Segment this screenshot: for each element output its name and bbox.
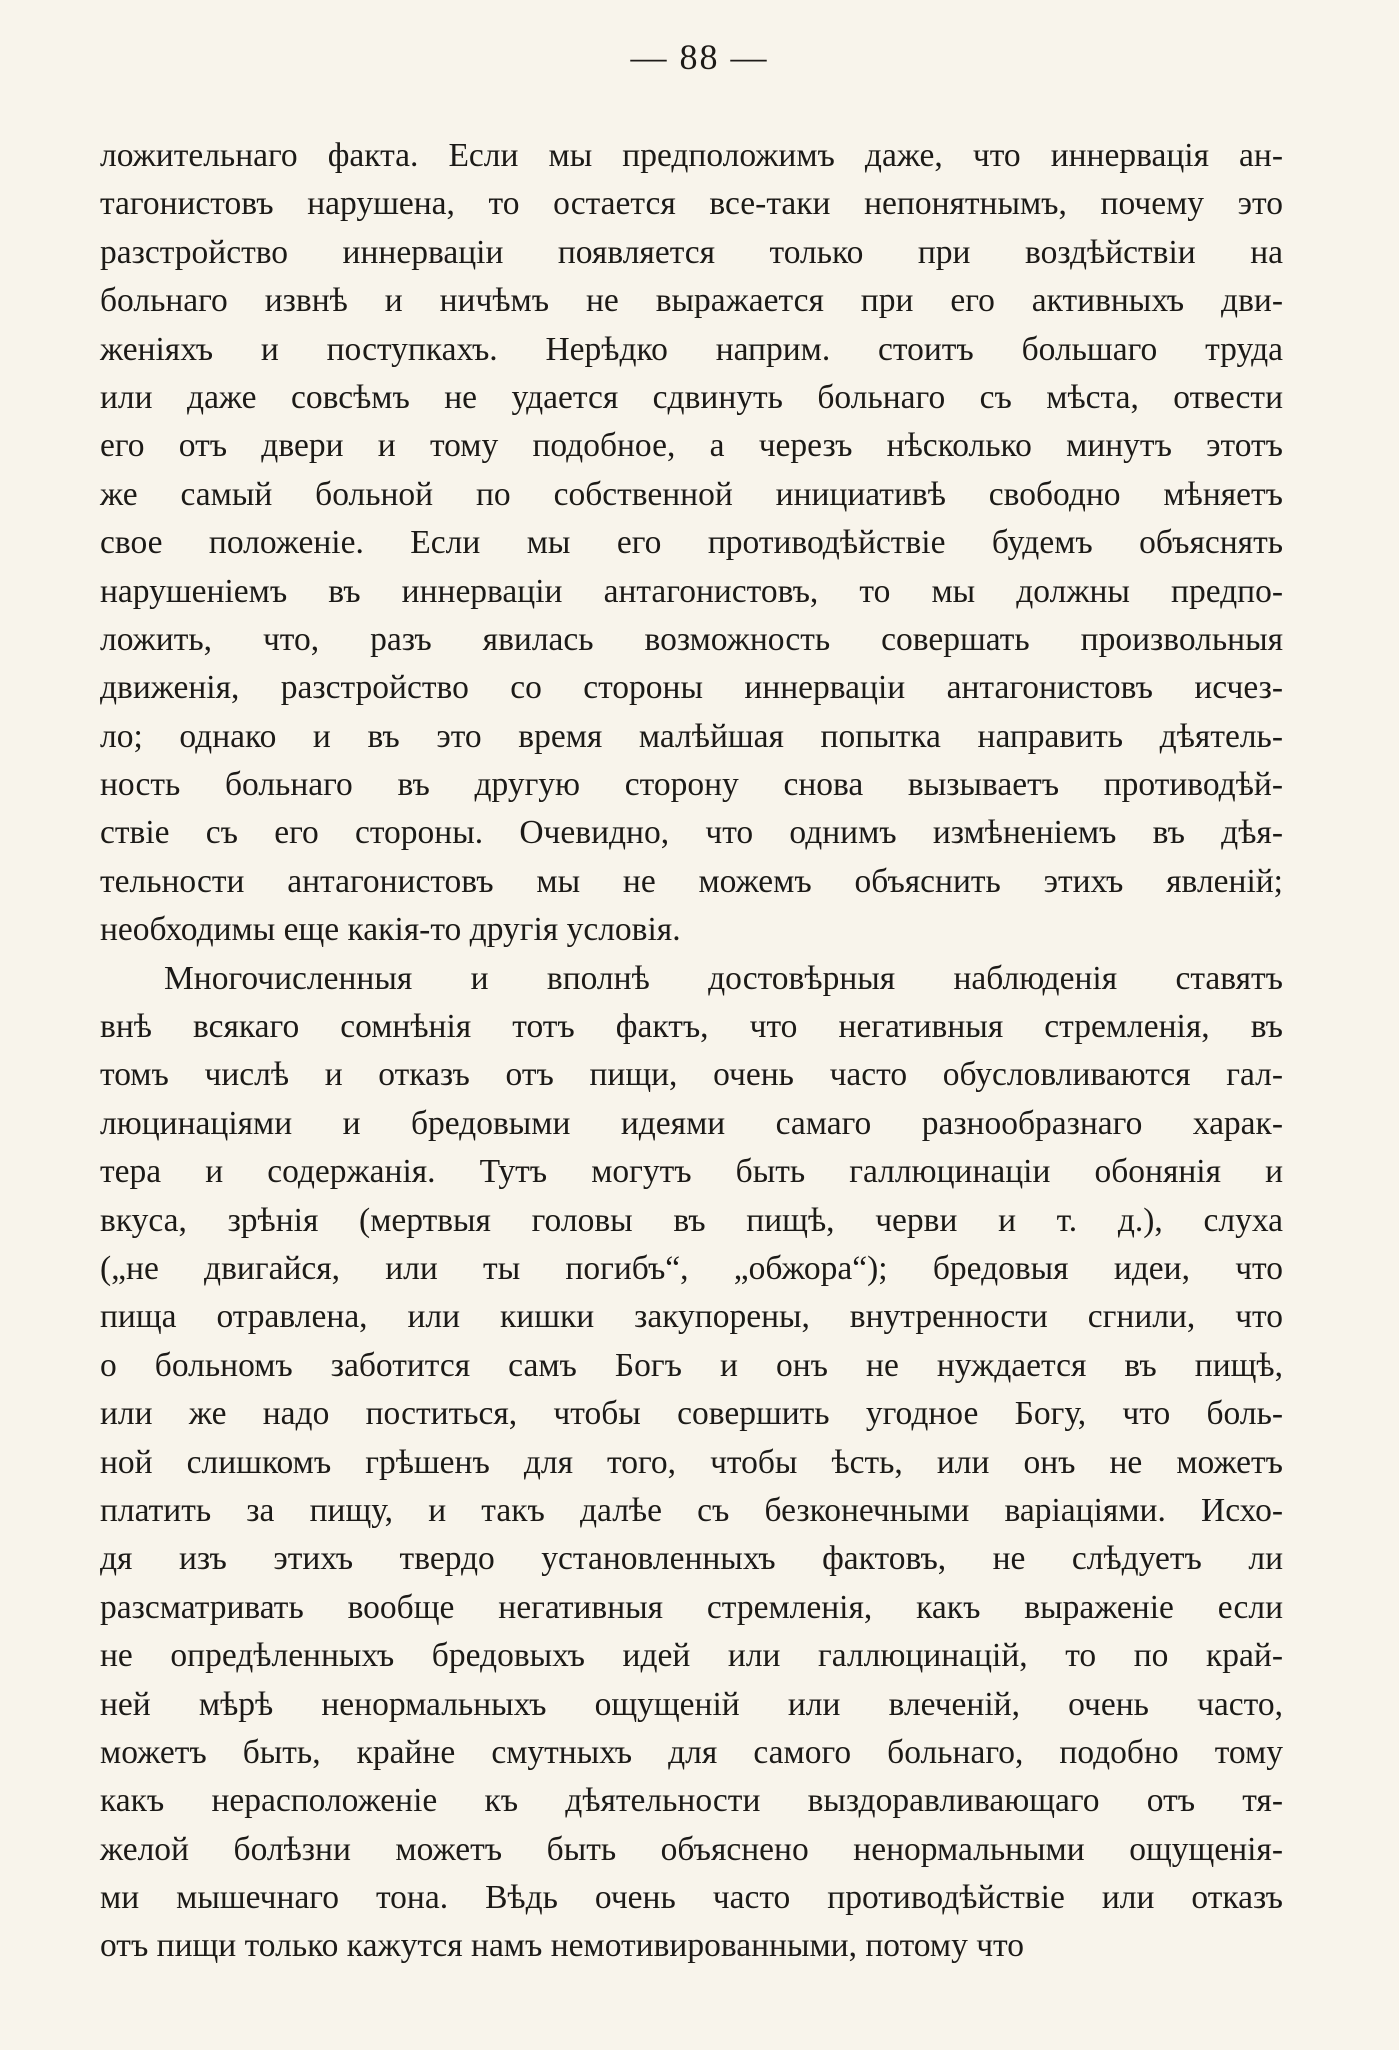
text-line: ствіе съ его стороны. Очевидно, что однимъ измѣненіемъ въ дѣя- — [100, 814, 1283, 852]
text-line: ней мѣрѣ ненормальныхъ ощущеній или влеченій, очень часто, — [100, 1685, 1283, 1723]
text-line: тагонистовъ нарушена, то остается все-таки непонятнымъ, почему это — [100, 185, 1283, 223]
text-line: разстройство иннерваціи появляется только при воздѣйствіи на — [100, 233, 1283, 271]
text-line: или даже совсѣмъ не удается сдвинуть больнаго съ мѣста, отвести — [100, 378, 1283, 416]
text-line: внѣ всякаго сомнѣнія тотъ фактъ, что негативныя стремленія, въ — [100, 1008, 1283, 1046]
text-line: („не двигайся, или ты погибъ“, „обжора“); бредовыя идеи, что — [100, 1249, 1283, 1287]
text-line: женіяхъ и поступкахъ. Нерѣдко наприм. стоитъ большаго труда — [100, 330, 1283, 368]
text-line: не опредѣленныхъ бредовыхъ идей или галлюцинацій, то по край- — [100, 1637, 1283, 1675]
text-line: ность больнаго въ другую сторону снова вызываетъ противодѣй- — [100, 766, 1283, 804]
text-line: или же надо поститься, чтобы совершить угодное Богу, что боль- — [100, 1395, 1283, 1433]
body-text — [100, 132, 1283, 1971]
text-line: ложительнаго факта. Если мы предположимъ даже, что иннервація ан- — [100, 137, 1283, 174]
text-line: тельности антагонистовъ мы не можемъ объяснить этихъ явленій; — [100, 862, 1283, 900]
page-number: — 88 — — [630, 37, 769, 77]
text-line: можетъ быть, крайне смутныхъ для самого больнаго, подобно тому — [100, 1733, 1283, 1771]
text-line: нарушеніемъ въ иннерваціи антагонистовъ, то мы должны предпо- — [100, 572, 1283, 610]
text-line: движенія, разстройство со стороны иннерваціи антагонистовъ исчез- — [100, 669, 1283, 707]
text-line: ложить, что, разъ явилась возможность совершать произвольныя — [100, 620, 1283, 658]
text-line: пища отравлена, или кишки закупорены, внутренности сгнили, что — [100, 1298, 1283, 1336]
text-line: ло; однако и въ это время малѣйшая попытка направить дѣятель- — [100, 717, 1283, 755]
text-line: разсматривать вообще негативныя стремленія, какъ выраженіе если — [100, 1588, 1283, 1626]
text-line: Многочисленныя и вполнѣ достовѣрныя наблюденія ставятъ — [164, 959, 1283, 997]
text-line: какъ нерасположеніе къ дѣятельности выздоравливающаго отъ тя- — [100, 1782, 1283, 1820]
paragraph — [100, 132, 1283, 955]
text-line: же самый больной по собственной инициативѣ свободно мѣняетъ — [100, 475, 1283, 513]
text-line: о больномъ заботится самъ Богъ и онъ не нуждается въ пищѣ, — [100, 1346, 1283, 1384]
text-line: люцинаціями и бредовыми идеями самаго разнообразнаго харак- — [100, 1104, 1283, 1142]
paragraph — [100, 955, 1283, 1971]
text-line: его отъ двери и тому подобное, а черезъ нѣсколько минутъ этотъ — [100, 427, 1283, 465]
text-line: платить за пищу, и такъ далѣе съ безконечными варіаціями. Исхо- — [100, 1491, 1283, 1529]
text-line: ми мышечнаго тона. Вѣдь очень часто противодѣйствіе или отказъ — [100, 1879, 1283, 1917]
text-line: отъ пищи только кажутся намъ немотивированными, потому что — [100, 1927, 1024, 1965]
text-line: больнаго извнѣ и ничѣмъ не выражается при его активныхъ дви- — [100, 282, 1283, 320]
text-line: необходимы еще какія-то другія условія. — [100, 911, 681, 949]
text-line: ной слишкомъ грѣшенъ для того, чтобы ѣсть, или онъ не можетъ — [100, 1443, 1283, 1481]
text-line: желой болѣзни можетъ быть объяснено ненормальными ощущенія- — [100, 1830, 1283, 1868]
text-line: вкуса, зрѣнія (мертвыя головы въ пищѣ, черви и т. д.), слуха — [100, 1201, 1283, 1239]
text-line: томъ числѣ и отказъ отъ пищи, очень часто обусловливаются гал- — [100, 1056, 1283, 1094]
text-line: свое положеніе. Если мы его противодѣйствіе будемъ объяснять — [100, 524, 1283, 562]
text-line: тера и содержанія. Тутъ могутъ быть галлюцинаціи обонянія и — [100, 1153, 1283, 1191]
text-line: дя изъ этихъ твердо установленныхъ фактовъ, не слѣдуетъ ли — [100, 1540, 1283, 1578]
